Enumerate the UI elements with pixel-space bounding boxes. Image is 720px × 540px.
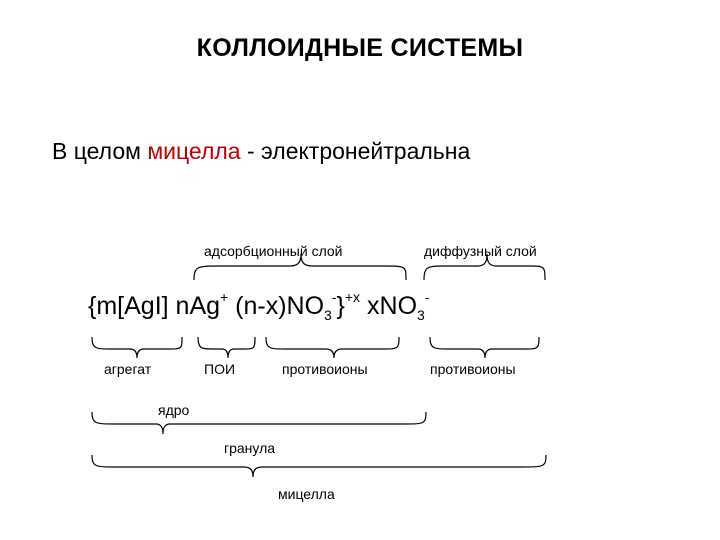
formula-sup-4: - [424, 289, 430, 305]
label-granule: гранула [224, 440, 276, 456]
brace-counterions-adsorption [266, 337, 399, 358]
label-adsorption-layer: адсорбционный слой [204, 243, 343, 259]
subtitle-highlight: мицелла [147, 138, 241, 164]
label-counterions-diffuse: противоионы [430, 361, 516, 377]
formula-sub-4: 3 [417, 307, 425, 323]
brace-adsorption-layer [194, 254, 406, 280]
formula-part-3: } [336, 292, 345, 320]
brace-granule [92, 455, 546, 477]
formula-sub-2: 3 [324, 307, 332, 323]
label-counterions-adsorption: противоионы [282, 361, 368, 377]
formula-sup-3: +x [344, 289, 361, 305]
formula-sup-2: - [331, 289, 337, 305]
slide-title: КОЛЛОИДНЫЕ СИСТЕМЫ [196, 34, 524, 62]
brace-poi [198, 337, 255, 358]
brace-aggregate [92, 337, 182, 358]
label-poi: ПОИ [204, 361, 236, 377]
subtitle-suffix: - электронейтральна [240, 138, 471, 164]
formula-part-4: xNO [360, 292, 418, 320]
brace-diffuse-layer [424, 254, 545, 280]
subtitle-prefix: В целом [52, 138, 148, 164]
brace-core [92, 412, 426, 434]
label-micelle: мицелла [278, 486, 335, 502]
formula-sup-1: + [220, 289, 229, 305]
label-core: ядро [158, 402, 190, 418]
label-diffuse-layer: диффузный слой [424, 243, 537, 259]
brace-counterions-diffuse [430, 337, 539, 358]
formula-part-2: (n-x)NO [228, 292, 325, 320]
label-aggregate: агрегат [104, 361, 152, 377]
formula-part-1: {m[AgI] nAg [88, 292, 221, 320]
